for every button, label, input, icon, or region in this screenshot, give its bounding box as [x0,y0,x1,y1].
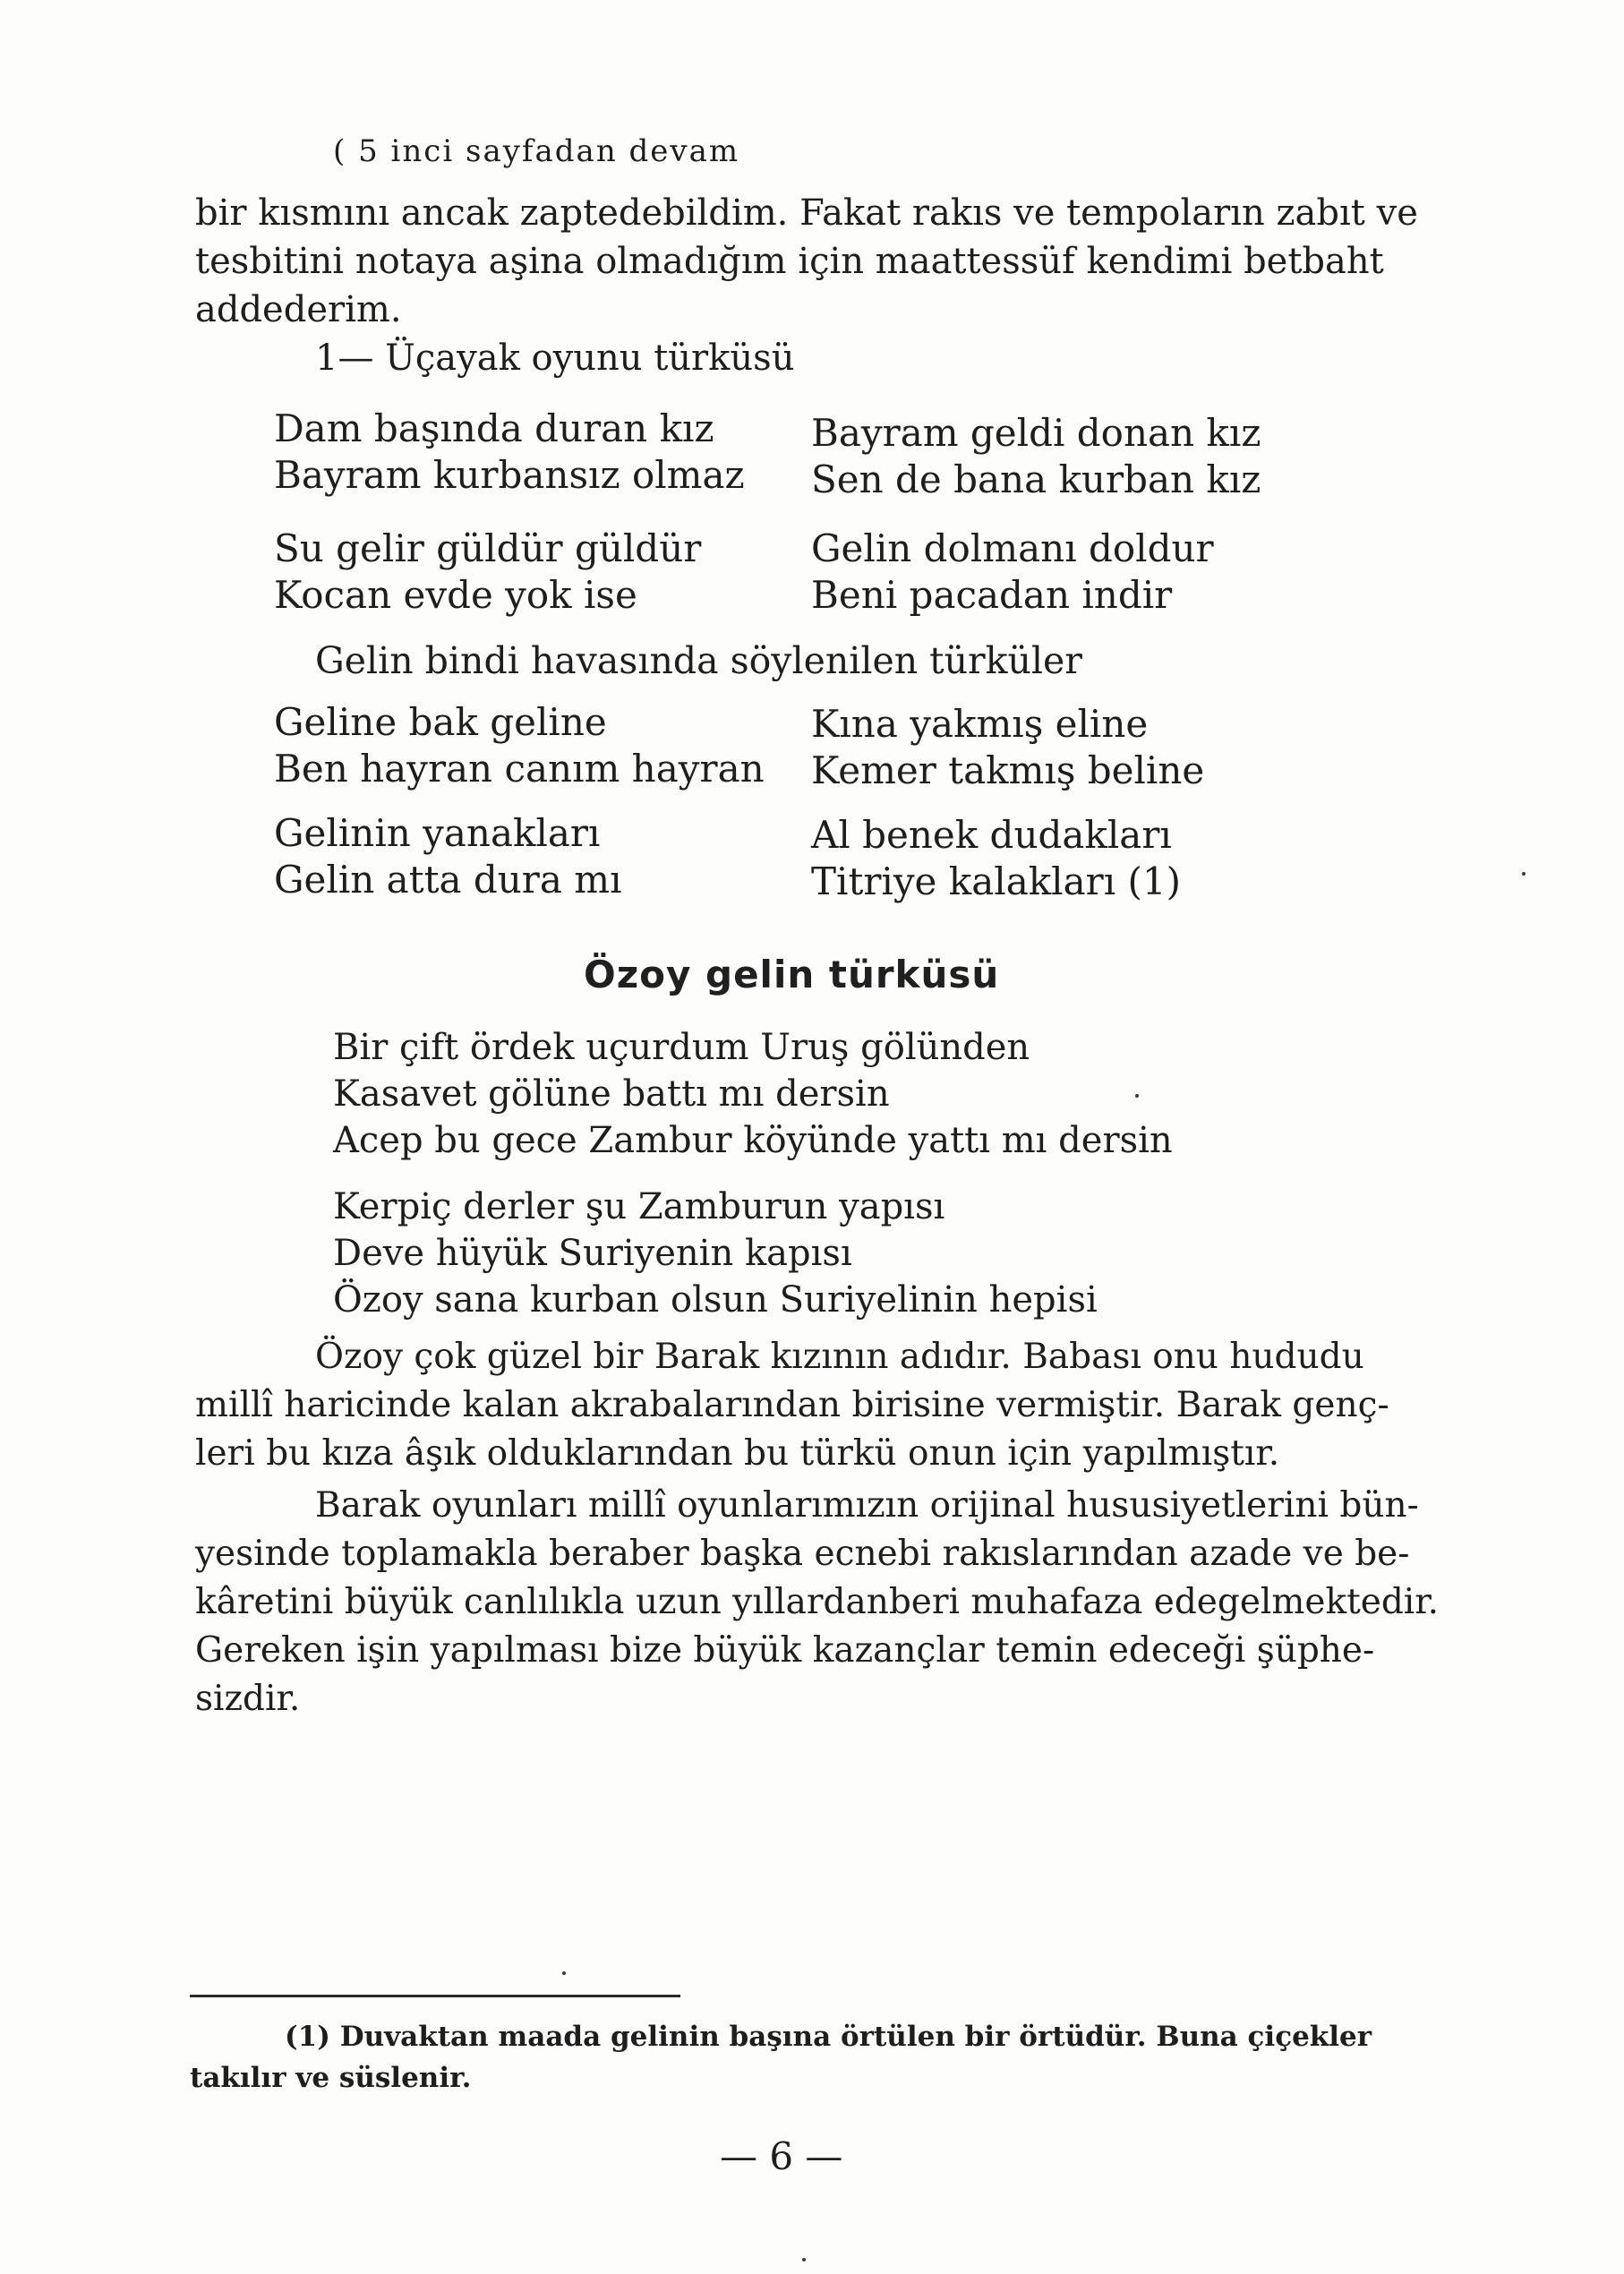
continuation-note: ( 5 inci sayfadan devam [333,133,740,169]
ozoy-line-5: Deve hüyük Suriyenin kapısı [333,1233,852,1274]
s1-verse-left-2: Bayram kurbansız olmaz [274,453,745,497]
scan-speck [802,2258,806,2261]
intro-line-2: tesbitini notaya aşina olmadığım için maattessüf kendimi betbaht [195,241,1384,282]
ozoy-line-1: Bir çift ördek uçurdum Uruş gölünden [333,1027,1030,1068]
s2-verse-left-3: Gelinin yanakları [274,811,601,855]
scan-speck [1522,872,1526,876]
section2-heading: Gelin bindi havasında söylenilen türküler [315,639,1082,682]
s2-verse-right-3: Al benek dudakları [811,813,1172,857]
s1-verse-right-1: Bayram geldi donan kız [811,411,1261,455]
s2-verse-right-4: Titriye kalakları (1) [811,859,1182,903]
paragraph2-line-2: yesinde toplamakla beraber başka ecnebi rakıslarından azade ve be- [195,1534,1410,1574]
paragraph2-line-5: sizdir. [195,1679,301,1719]
paragraph1-line-1: Özoy çok güzel bir Barak kızının adıdır. Babası onu hududu [315,1337,1364,1377]
intro-line-3: addederim. [195,289,402,330]
s1-verse-left-4: Kocan evde yok ise [274,573,637,617]
paragraph2-line-1: Barak oyunları millî oyunlarımızın orijinal hususiyetlerini bün- [315,1485,1419,1526]
s1-verse-left-1: Dam başında duran kız [274,406,714,450]
ozoy-line-3: Acep bu gece Zambur köyünde yattı mı dersin [333,1120,1173,1161]
footnote-line-2: takılır ve süslenir. [190,2062,472,2094]
s2-verse-left-2: Ben hayran canım hayran [274,747,765,791]
ozoy-line-6: Özoy sana kurban olsun Suriyelinin hepisi [333,1279,1098,1321]
paragraph2-line-3: kâretini büyük canlılıkla uzun yıllardanberi muhafaza edegelmektedir. [195,1582,1440,1622]
ozoy-line-2: Kasavet gölüne battı mı dersin [333,1073,890,1115]
paragraph2-line-4: Gereken işin yapılması bize büyük kazançlar temin edeceği şüphe- [195,1630,1375,1671]
footnote-rule [190,1995,680,1997]
paragraph1-line-2: millî haricinde kalan akrabalarından birisine vermiştir. Barak genç- [195,1385,1389,1425]
s2-verse-right-1: Kına yakmış eline [811,702,1149,746]
s2-verse-left-4: Gelin atta dura mı [274,858,622,902]
intro-line-1: bir kısmını ancak zaptedebildim. Fakat rakıs ve tempoların zabıt ve [195,192,1418,234]
s1-verse-right-4: Beni pacadan indir [811,573,1173,617]
s2-verse-right-2: Kemer takmış beline [811,748,1205,792]
scan-speck [562,1971,566,1975]
s1-verse-left-3: Su gelir güldür güldür [274,526,702,570]
footnote-line-1: (1) Duvaktan maada gelinin başına örtülen bir örtüdür. Buna çiçekler [285,2021,1372,2053]
ozoy-title: Özoy gelin türküsü [584,953,1000,996]
ozoy-line-4: Kerpiç derler şu Zamburun yapısı [333,1186,945,1227]
s1-verse-right-3: Gelin dolmanı doldur [811,526,1214,570]
s2-verse-left-1: Geline bak geline [274,700,607,744]
scan-speck [1135,1094,1139,1098]
page-number: — 6 — [720,2134,843,2178]
paragraph1-line-3: leri bu kıza âşık olduklarından bu türkü onun için yapılmıştır. [195,1433,1280,1474]
s1-verse-right-2: Sen de bana kurban kız [811,457,1261,501]
section1-heading: 1— Üçayak oyunu türküsü [315,338,795,379]
